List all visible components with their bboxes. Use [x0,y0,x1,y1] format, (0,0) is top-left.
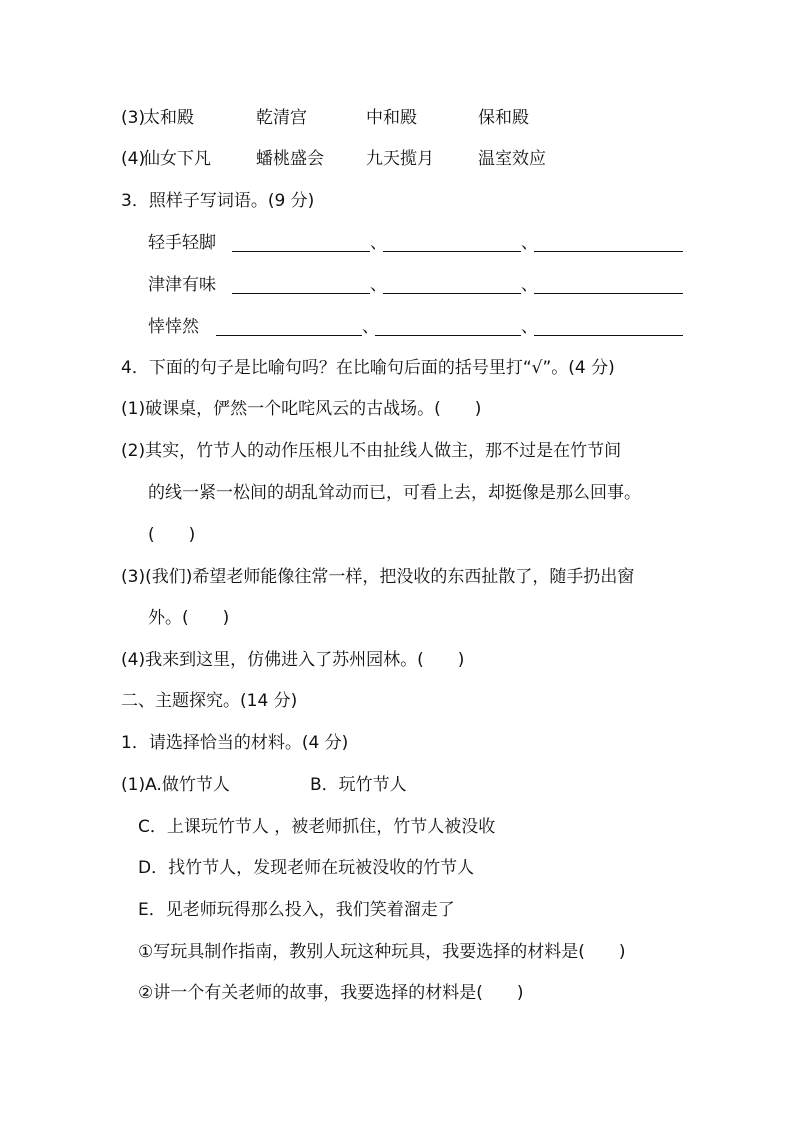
sentence-item: (3)(我们)希望老师能像往常一样，把没收的东西扯散了，随手扔出窗 [121,567,635,587]
separator: 、 [370,233,387,253]
answer-blank[interactable] [232,293,370,294]
option-word: 九天揽月 [366,149,434,169]
sentence-item: (1)破课桌，俨然一个叱咤风云的古战场。( ) [121,399,482,419]
example-word: 悻悻然 [148,317,199,337]
option-d: D．找竹节人，发现老师在玩被没收的竹节人 [138,858,475,878]
option-c: C．上课玩竹节人 ，被老师抓住，竹节人被没收 [138,817,496,837]
option-b: B．玩竹节人 [310,775,407,795]
separator: 、 [521,317,538,337]
option-e: E．见老师玩得那么投入，我们笑着溜走了 [138,900,455,920]
option-word: 中和殿 [366,108,417,128]
answer-blank[interactable] [534,293,683,294]
row-label: (4) [121,149,146,169]
separator: 、 [521,233,538,253]
answer-blank[interactable] [383,293,521,294]
separator: 、 [362,317,379,337]
example-word: 轻手轻脚 [148,233,216,253]
answer-blank[interactable] [534,335,683,336]
separator: 、 [370,275,387,295]
example-word: 津津有味 [148,275,216,295]
sentence-item-continuation: 的线一紧一松间的胡乱耸动而已，可看上去，却挺像是那么回事。 [148,483,641,503]
separator: 、 [521,275,538,295]
option-word: 保和殿 [478,108,529,128]
question-3-title: 3．照样子写词语。(9 分) [121,191,315,211]
option-word: 蟠桃盛会 [256,149,324,169]
sub-question-2: ②讲一个有关老师的故事，我要选择的材料是( ) [138,983,524,1003]
section-2-title: 二、主题探究。(14 分) [121,691,298,711]
answer-blank[interactable] [375,335,521,336]
option-word: 太和殿 [143,108,194,128]
answer-blank[interactable] [216,335,362,336]
section-2-question-1-title: 1．请选择恰当的材料。(4 分) [121,733,349,753]
row-label: (3) [121,108,146,128]
answer-blank[interactable] [232,251,370,252]
answer-bracket[interactable]: ( ) [148,525,196,545]
sentence-item: (2)其实，竹节人的动作压根儿不由扯线人做主，那不过是在竹节间 [121,441,622,461]
answer-blank[interactable] [383,251,521,252]
option-word: 仙女下凡 [143,149,211,169]
answer-blank[interactable] [534,251,683,252]
option-a: (1)A.做竹节人 [121,775,230,795]
sentence-item: (4)我来到这里，仿佛进入了苏州园林。( ) [121,650,465,670]
option-word: 乾清宫 [256,108,307,128]
sub-question-1: ①写玩具制作指南，教别人玩这种玩具，我要选择的材料是( ) [138,942,626,962]
option-word: 温室效应 [478,149,546,169]
question-4-title: 4．下面的句子是比喻句吗？在比喻句后面的括号里打“√”。(4 分) [121,358,615,378]
sentence-item-continuation: 外。( ) [148,608,230,628]
